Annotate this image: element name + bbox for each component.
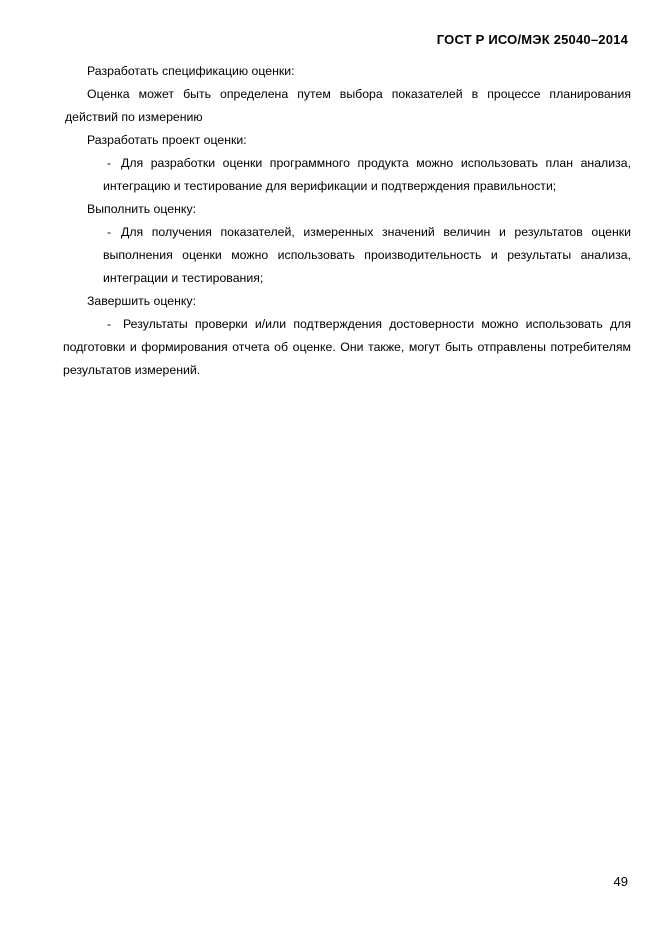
document-header: ГОСТ Р ИСО/МЭК 25040–2014 [436, 32, 628, 47]
bullet-text: Результаты проверки и/или подтверждения достоверности можно использовать для подготовки и формирования отчета об оценке. Они также, могут быть отправлены потребителям результатов измерений. [63, 317, 631, 377]
document-body [63, 60, 631, 382]
bullet-dash: - [107, 156, 112, 170]
paragraph-develop-design: Разработать проект оценки: [87, 133, 247, 147]
bullet-item-complete [63, 313, 631, 382]
paragraph-evaluation-definition: Оценка может быть определена путем выбора показателей в процессе планирования действий по измерению [65, 87, 631, 124]
page-number: 49 [613, 874, 628, 889]
bullet-item-design [79, 152, 631, 198]
bullet-text: Для получения показателей, измеренных значений величин и результатов оценки выполнения оценки можно использовать производительность и результаты анализа, интеграции и тестирования; [103, 225, 631, 285]
paragraph-perform-evaluation: Выполнить оценку: [87, 202, 197, 216]
paragraph-complete-evaluation: Завершить оценку: [87, 294, 196, 308]
bullet-text: Для разработки оценки программного продукта можно использовать план анализа, интеграцию и тестирование для верификации и подтверждения правильности; [103, 156, 631, 193]
bullet-item-perform [79, 221, 631, 290]
bullet-dash: - [107, 225, 112, 239]
bullet-dash: - [107, 317, 112, 331]
paragraph-develop-specification: Разработать спецификацию оценки: [87, 64, 295, 78]
